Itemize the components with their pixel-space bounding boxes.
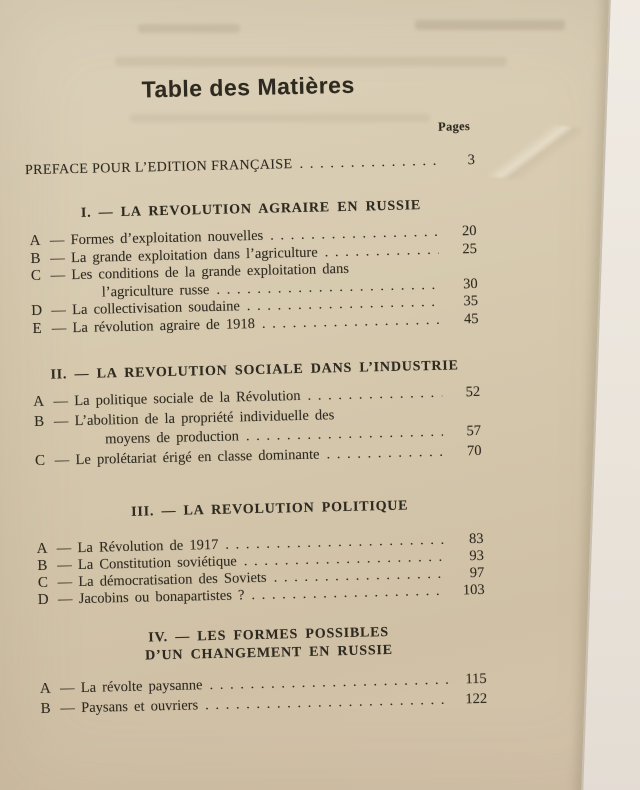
entry-letter: B	[40, 700, 51, 717]
paper-crease	[484, 116, 581, 188]
entry-page-number: 20	[461, 222, 477, 240]
entry-letter: A	[36, 540, 48, 557]
entry-dash: —	[50, 249, 65, 267]
toc-entry-preface	[25, 152, 475, 179]
entry-letter: B	[37, 557, 48, 574]
entry-title: Jacobins ou bonapartistes ?	[78, 587, 245, 608]
pages-column-header	[24, 117, 474, 145]
ghost-text-smudge	[138, 24, 240, 33]
entry-page-number: 97	[469, 564, 485, 582]
entry-dash: —	[51, 319, 67, 337]
entry-dash: —	[59, 680, 75, 697]
dot-leader	[299, 153, 437, 173]
entry-page-number: 93	[469, 547, 485, 565]
entry-dash: —	[60, 700, 76, 717]
continuation-indent	[28, 296, 102, 298]
section-entries-1	[26, 223, 478, 338]
entry-title: La collectivisation soudaine	[72, 298, 240, 319]
entry-title-continued: moyens de production	[104, 428, 240, 448]
entry-page-number: 103	[462, 581, 485, 599]
entry-dash: —	[51, 302, 67, 319]
entry-page-number: 30	[463, 275, 478, 292]
entry-dash: —	[57, 557, 72, 574]
entry-title: PREFACE POUR L’EDITION FRANÇAISE	[24, 157, 293, 179]
entry-letter: D	[31, 302, 43, 320]
entry-title: La Révolution de 1917	[77, 536, 219, 557]
pages-label: Pages	[437, 119, 471, 134]
entry-title: Les conditions de la grande exploitation dans	[71, 260, 350, 284]
section-heading-4-line2: D’UN CHANGEMENT EN RUSSIE	[145, 642, 394, 664]
entry-dash: —	[49, 232, 65, 249]
entry-title: L’abolition de la propriété individuelle des	[74, 406, 335, 429]
section-entries-2	[30, 383, 482, 471]
entry-letter: C	[34, 452, 46, 469]
entry-letter: D	[37, 591, 49, 608]
table-of-contents	[23, 57, 488, 719]
entry-page-number: 45	[463, 310, 479, 327]
entry-title: La Constitution soviétique	[77, 553, 237, 574]
dot-leader	[324, 241, 439, 261]
entry-letter: A	[39, 680, 51, 697]
entry-dash: —	[56, 540, 72, 557]
ghost-text-smudge	[415, 20, 565, 30]
entry-letter: B	[34, 413, 45, 430]
section-heading-4	[43, 622, 494, 668]
entry-page-number: 122	[465, 690, 488, 708]
entry-dash: —	[53, 412, 69, 430]
entry-dash: —	[53, 393, 69, 410]
entry-title: Le prolétariat érigé en classe dominante	[75, 446, 320, 468]
entry-title: Paysans et ouvriers	[81, 697, 199, 717]
section-heading-3: III. — LA REVOLUTION POLITIQUE	[130, 498, 409, 520]
entry-dash: —	[54, 451, 70, 469]
entry-dash: —	[57, 574, 73, 591]
dot-leader	[251, 583, 447, 604]
entry-title: La révolte paysanne	[80, 677, 203, 697]
entry-dash: —	[57, 591, 73, 608]
entry-title: La grande exploitation dans l’agriculture	[70, 244, 318, 266]
entry-dash: —	[50, 267, 66, 284]
entry-letter: B	[30, 250, 41, 267]
entry-page-number: 115	[465, 670, 487, 688]
entry-page-number: 3	[467, 151, 476, 169]
entry-letter: A	[33, 393, 45, 411]
entry-letter: C	[30, 267, 42, 285]
entry-title: La démocratisation des Soviets	[78, 569, 267, 591]
section-heading-1: I. — LA REVOLUTION AGRAIRE EN RUSSIE	[80, 198, 422, 221]
dot-leader	[326, 442, 443, 464]
entry-page-number: 57	[466, 422, 482, 440]
entry-page-number: 25	[462, 240, 478, 257]
entry-title: La politique sociale de la Révolution	[74, 387, 301, 410]
page-title: Table des Matières	[141, 71, 355, 103]
section-entries-4	[37, 669, 488, 719]
section-entries-3	[33, 531, 484, 609]
entry-title: La révolution agraire de 1918	[72, 315, 256, 336]
entry-letter: A	[29, 232, 41, 250]
dot-leader	[262, 311, 441, 333]
dot-leader	[205, 690, 449, 716]
entry-page-number: 52	[465, 383, 481, 401]
entry-page-number: 35	[463, 292, 479, 310]
section-heading-4-line1: IV. — LES FORMES POSSIBLES	[148, 625, 390, 646]
section-heading-2: II. — LA REVOLUTION SOCIALE DANS L’INDUSTRIE	[50, 358, 459, 383]
entry-page-number: 83	[468, 530, 484, 548]
dot-leader	[307, 384, 442, 407]
entry-page-number: 70	[466, 442, 482, 459]
entry-title-continued: l’agriculture russe	[101, 281, 210, 300]
continuation-indent	[31, 443, 105, 445]
entry-letter: E	[32, 320, 42, 337]
entry-letter: C	[37, 574, 49, 591]
entry-title: Formes d’exploitation nouvelles	[70, 227, 264, 249]
